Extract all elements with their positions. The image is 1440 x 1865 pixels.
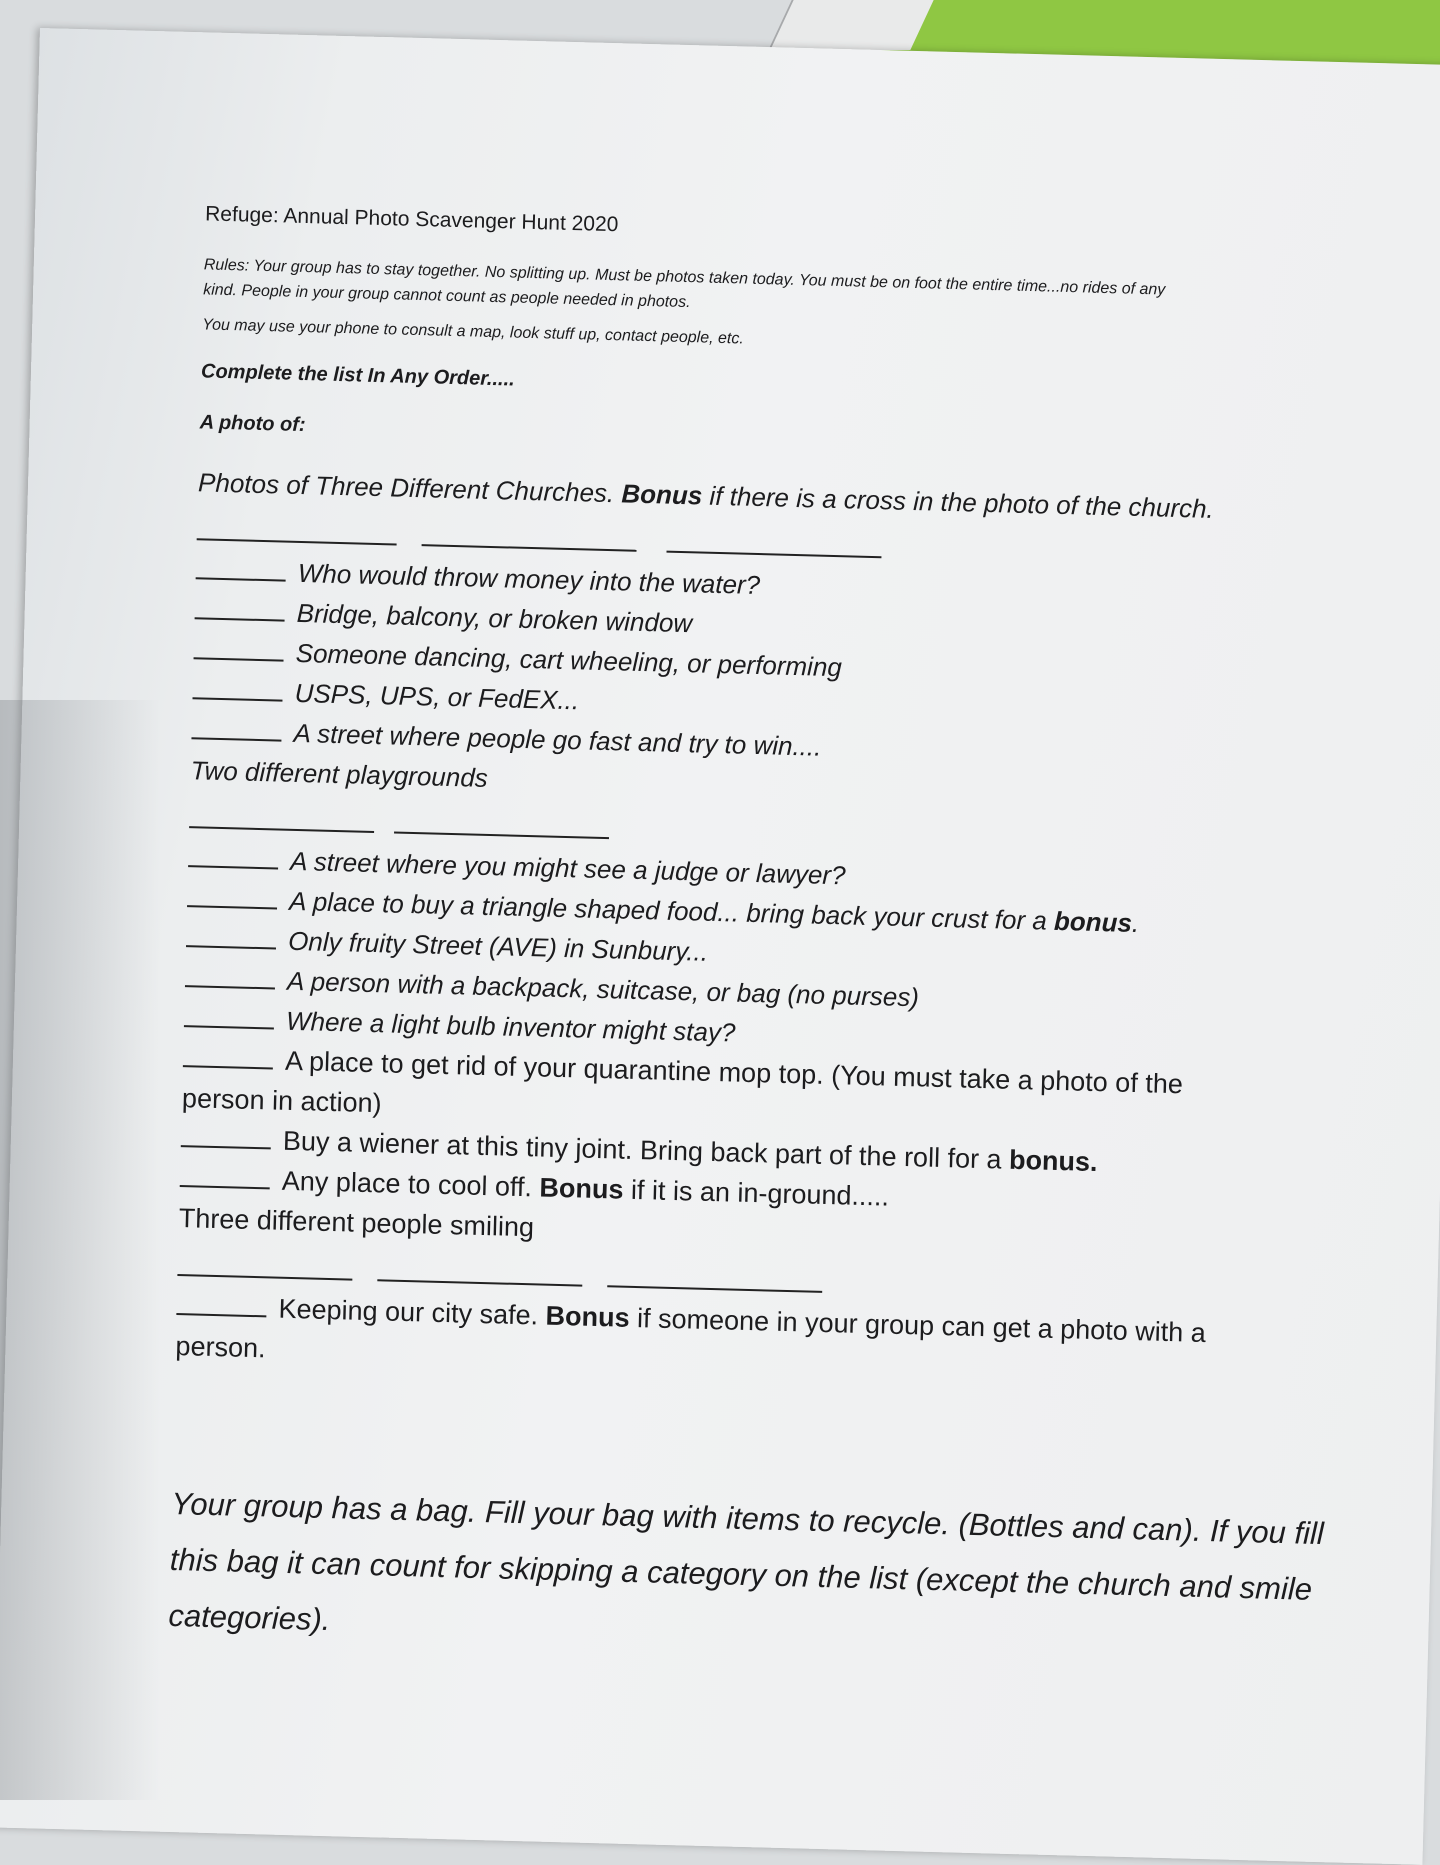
item-text-end: if it is an in-ground.....	[623, 1174, 890, 1212]
blank-line[interactable]	[192, 697, 282, 701]
item-text: A street where people go fast and try to win....	[293, 717, 822, 762]
churches-text: Photos of Three Different Churches.	[197, 467, 622, 509]
item-text: Only fruity Street (AVE) in Sunbury...	[287, 925, 709, 967]
phone-note: You may use your phone to consult a map, look stuff up, contact people, etc.	[202, 316, 744, 348]
blank-line[interactable]	[185, 985, 275, 989]
blank-line[interactable]	[180, 1185, 270, 1189]
item-text: Keeping our city safe.	[278, 1293, 547, 1331]
photo-heading: A photo of:	[199, 411, 306, 437]
background-paper-edge	[768, 0, 933, 50]
bonus-text: bonus	[1053, 905, 1133, 938]
blank-line[interactable]	[607, 1285, 822, 1293]
item-text: Who would throw money into the water?	[297, 557, 761, 601]
blank-line[interactable]	[194, 657, 284, 661]
blank-line[interactable]	[186, 945, 276, 949]
recycle-instructions: Your group has a bag. Fill your bag with items to recycle. (Bottles and can). If you fill this bag it can count for skipping a category on the list (except the church and smile categories).	[168, 1485, 1325, 1638]
blank-line[interactable]	[177, 1274, 352, 1281]
item-text: A place to get rid of your quarantine mop top. (You must take a photo of the	[284, 1045, 1184, 1100]
complete-heading: Complete the list In Any Order.....	[200, 360, 516, 391]
churches-text-rest: if there is a cross in the photo of the church.	[701, 480, 1215, 524]
smiling-item: Three different people smiling	[178, 1203, 535, 1243]
churches-bonus: Bonus	[621, 478, 703, 511]
worksheet-page	[0, 28, 1440, 1865]
blank-line[interactable]	[666, 551, 881, 559]
item-text: A place to buy a triangle shaped food... bring back your crust for a	[288, 885, 1055, 936]
blank-line[interactable]	[191, 737, 281, 741]
worksheet-content	[167, 202, 1335, 1704]
blank-line[interactable]	[187, 905, 277, 909]
bonus-text: Bonus	[539, 1172, 624, 1205]
item-text: Any place to cool off.	[281, 1165, 540, 1203]
blank-line[interactable]	[183, 1065, 273, 1069]
list-item-continued: person in action)	[181, 1083, 382, 1119]
blank-line[interactable]	[184, 1025, 274, 1029]
blank-line[interactable]	[377, 1279, 582, 1286]
bonus-text: bonus.	[1008, 1144, 1098, 1178]
playgrounds-item: Two different playgrounds	[190, 755, 489, 793]
item-text: USPS, UPS, or FedEX...	[294, 677, 580, 716]
item-text: A street where you might see a judge or lawyer?	[289, 845, 846, 891]
item-text: A person with a backpack, suitcase, or bag (no purses)	[286, 965, 920, 1013]
blank-line[interactable]	[181, 1145, 271, 1149]
item-text: Buy a wiener at this tiny joint. Bring back part of the roll for a	[282, 1125, 1010, 1175]
blank-line[interactable]	[189, 826, 374, 833]
item-text-end: if someone in your group can get a photo with a	[629, 1302, 1207, 1348]
blank-line[interactable]	[394, 832, 609, 840]
item-text: Bridge, balcony, or broken window	[296, 597, 693, 639]
item-text: Someone dancing, cart wheeling, or performing	[295, 637, 843, 683]
item-text-end: .	[1131, 907, 1140, 939]
rules-text: Rules: Your group has to stay together. No splitting up. Must be photos taken today. You must be on foot the entire time...no rides of any kind. People in your group cannot count as people needed in photos.	[202, 256, 1166, 312]
blank-line[interactable]	[176, 1313, 266, 1317]
blank-line[interactable]	[422, 544, 637, 552]
blank-line[interactable]	[196, 577, 286, 581]
item-text: Where a light bulb inventor might stay?	[285, 1005, 736, 1048]
page-title: Refuge: Annual Photo Scavenger Hunt 2020	[204, 202, 619, 237]
blank-line[interactable]	[197, 538, 397, 545]
blank-line[interactable]	[188, 865, 278, 869]
bonus-text: Bonus	[545, 1300, 630, 1333]
list-item-continued: person.	[175, 1331, 266, 1364]
blank-line[interactable]	[195, 617, 285, 621]
